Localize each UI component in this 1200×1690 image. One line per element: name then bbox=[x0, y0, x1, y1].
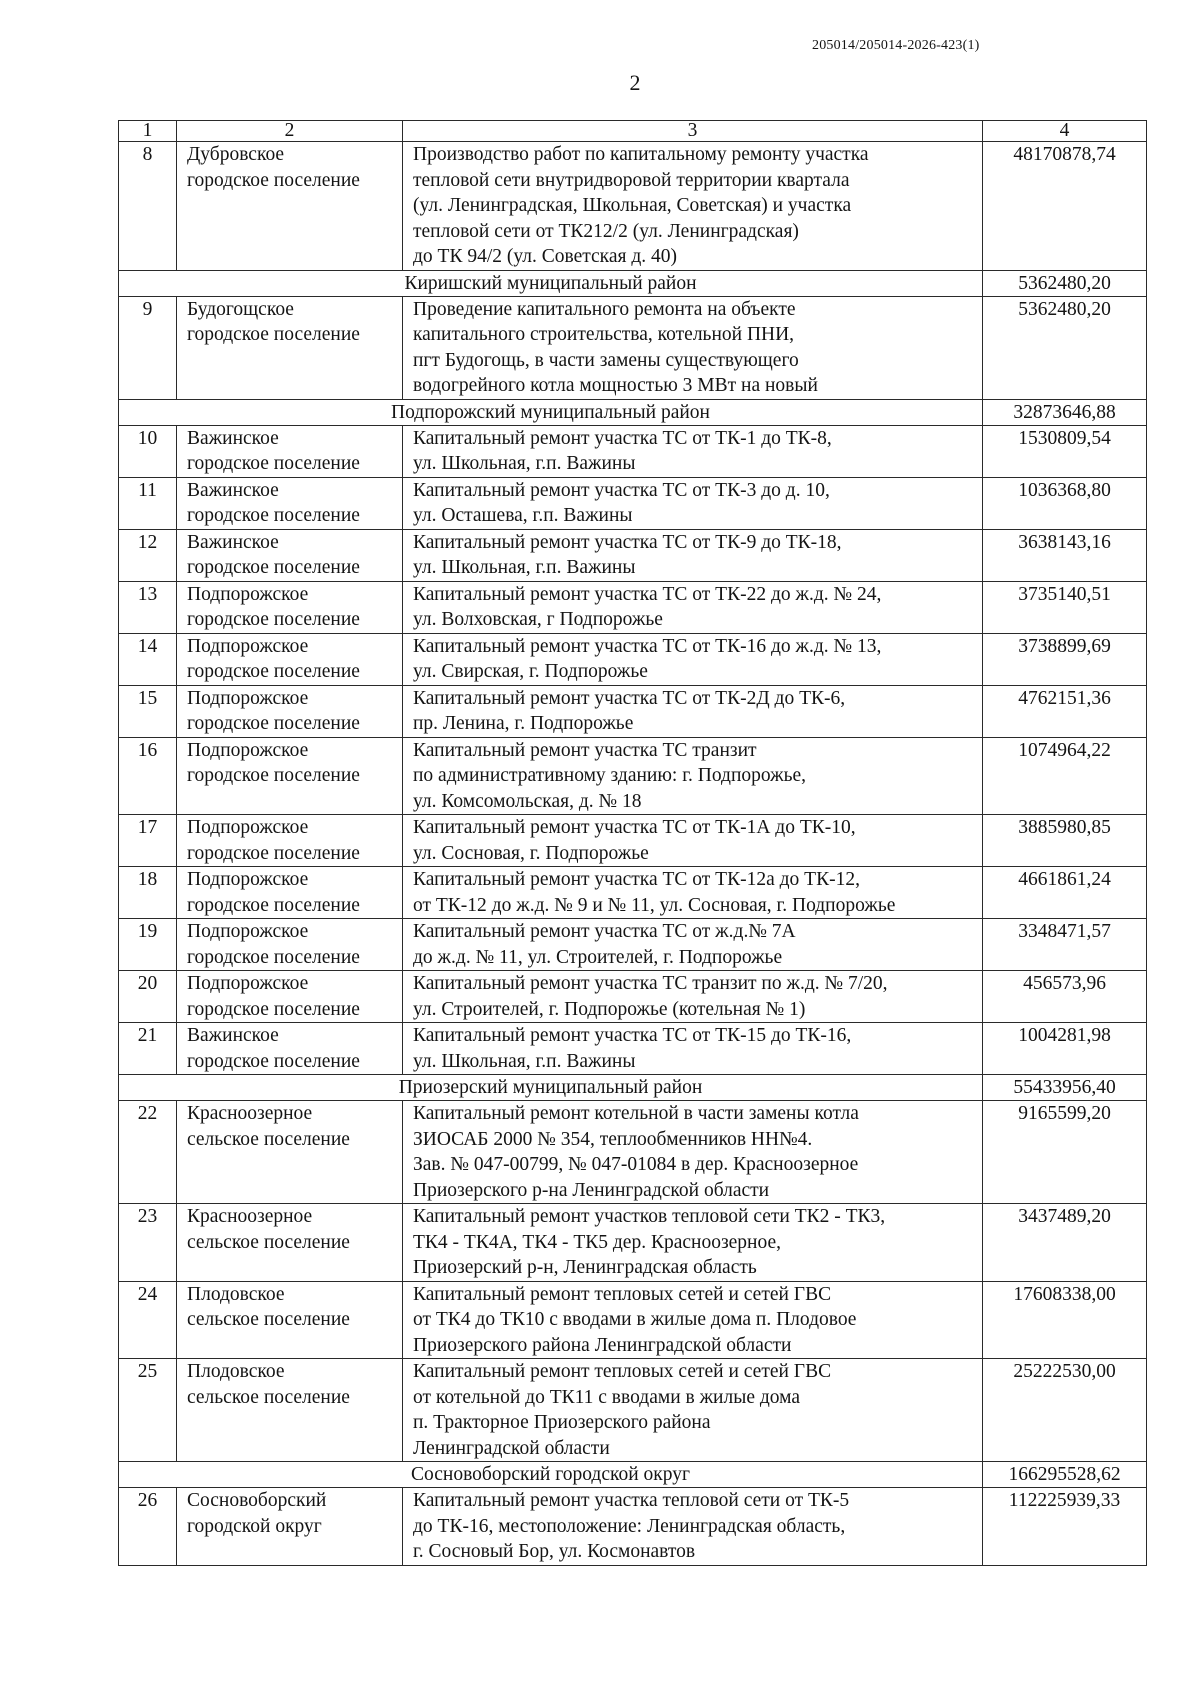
description-line: ул. Осташева, г.п. Важины bbox=[413, 505, 633, 526]
table-row bbox=[119, 815, 1147, 867]
row-number: 18 bbox=[119, 867, 177, 919]
amount-cell: 1074964,22 bbox=[983, 737, 1147, 815]
settlement-line: Подпорожское bbox=[187, 739, 309, 761]
settlement-line: городское поселение bbox=[187, 713, 360, 734]
row-number: 9 bbox=[119, 296, 177, 399]
table-row bbox=[119, 477, 1147, 529]
row-number: 14 bbox=[119, 633, 177, 685]
description-line: Проведение капитального ремонта на объекте bbox=[413, 298, 796, 320]
settlement-line: Красноозерное bbox=[187, 1103, 313, 1124]
table-row bbox=[119, 971, 1147, 1023]
settlement-line: сельское поселение bbox=[187, 1231, 350, 1253]
description-line: по административному зданию: г. Подпорожье, bbox=[413, 765, 807, 786]
amount-cell: 17608338,00 bbox=[983, 1281, 1147, 1359]
settlement-cell bbox=[177, 867, 403, 919]
page-number: 2 bbox=[629, 70, 641, 95]
row-number: 20 bbox=[119, 971, 177, 1023]
settlement-line: городское поселение bbox=[187, 1050, 360, 1072]
settlement-cell bbox=[177, 685, 403, 737]
row-number: 24 bbox=[119, 1281, 177, 1359]
description-line: капитального строительства, котельной ПНИ, bbox=[413, 324, 795, 345]
description-line: ул. Свирская, г. Подпорожье bbox=[413, 661, 648, 682]
row-number: 8 bbox=[119, 142, 177, 271]
description-line: водогрейного котла мощностью 3 МВт на новый bbox=[413, 375, 818, 396]
table-row bbox=[119, 1281, 1147, 1359]
settlement-line: городское поселение bbox=[187, 894, 360, 916]
description-line: Капитальный ремонт участка ТС транзит bbox=[413, 739, 757, 761]
row-number: 26 bbox=[119, 1488, 177, 1566]
description-line: Приозерского района Ленинградской области bbox=[413, 1334, 792, 1356]
description-line: Зав. № 047-00799, № 047-01084 в дер. Красноозерное bbox=[413, 1154, 859, 1175]
description-line: Капитальный ремонт тепловых сетей и сетей ГВС bbox=[413, 1361, 832, 1382]
district-subtotal-row bbox=[119, 1462, 1147, 1488]
amount-cell: 3738899,69 bbox=[983, 633, 1147, 685]
row-number: 15 bbox=[119, 685, 177, 737]
settlement-line: Важинское bbox=[187, 1025, 279, 1046]
table-row bbox=[119, 1204, 1147, 1282]
settlement-cell bbox=[177, 529, 403, 581]
settlement-line: Подпорожское bbox=[187, 921, 309, 942]
amount-cell: 456573,96 bbox=[983, 971, 1147, 1023]
description-line: Капитальный ремонт участка ТС от ТК-16 до ж.д. № 13, bbox=[413, 635, 882, 657]
table-row bbox=[119, 1023, 1147, 1075]
amount-cell: 1036368,80 bbox=[983, 477, 1147, 529]
description-line: Капитальный ремонт котельной в части замены котла bbox=[413, 1103, 859, 1124]
settlement-line: городское поселение bbox=[187, 453, 360, 474]
amount-cell: 3735140,51 bbox=[983, 581, 1147, 633]
table-row bbox=[119, 737, 1147, 815]
amount-cell: 1004281,98 bbox=[983, 1023, 1147, 1075]
table-row bbox=[119, 1101, 1147, 1204]
settlement-cell bbox=[177, 1023, 403, 1075]
description-line: Капитальный ремонт участка ТС от ТК-15 до ТК-16, bbox=[413, 1025, 852, 1046]
settlement-cell bbox=[177, 1488, 403, 1566]
description-line: ул. Школьная, г.п. Важины bbox=[413, 557, 636, 578]
district-subtotal-row bbox=[119, 270, 1147, 296]
description-line: (ул. Ленинградская, Школьная, Советская) и участка bbox=[413, 195, 852, 216]
amount-cell: 48170878,74 bbox=[983, 142, 1147, 271]
settlement-cell bbox=[177, 633, 403, 685]
description-cell bbox=[403, 737, 983, 815]
settlement-cell bbox=[177, 737, 403, 815]
settlement-cell bbox=[177, 477, 403, 529]
row-number: 17 bbox=[119, 815, 177, 867]
settlement-line: городское поселение bbox=[187, 609, 360, 630]
row-number: 22 bbox=[119, 1101, 177, 1204]
settlement-line: Подпорожское bbox=[187, 687, 309, 709]
settlement-cell bbox=[177, 1101, 403, 1204]
settlement-line: Подпорожское bbox=[187, 817, 309, 838]
settlement-cell bbox=[177, 1204, 403, 1282]
settlement-line: Подпорожское bbox=[187, 869, 309, 890]
description-cell bbox=[403, 815, 983, 867]
description-line: ул. Школьная, г.п. Важины bbox=[413, 453, 636, 474]
description-line: тепловой сети внутридворовой территории квартала bbox=[413, 169, 850, 191]
settlement-line: городское поселение bbox=[187, 505, 360, 526]
description-line: Капитальный ремонт участка тепловой сети от ТК-5 bbox=[413, 1490, 850, 1511]
description-line: ул. Школьная, г.п. Важины bbox=[413, 1050, 636, 1072]
table-row bbox=[119, 1359, 1147, 1462]
settlement-line: Красноозерное bbox=[187, 1206, 313, 1227]
description-cell bbox=[403, 1023, 983, 1075]
table-row bbox=[119, 685, 1147, 737]
row-number: 23 bbox=[119, 1204, 177, 1282]
description-cell bbox=[403, 1281, 983, 1359]
description-line: Капитальный ремонт участка ТС от ТК-1А до ТК-10, bbox=[413, 817, 856, 838]
description-line: ТК4 - ТК4А, ТК4 - ТК5 дер. Красноозерное, bbox=[413, 1231, 782, 1253]
description-line: от ТК-12 до ж.д. № 9 и № 11, ул. Сосновая, г. Подпорожье bbox=[413, 894, 896, 916]
settlement-cell bbox=[177, 581, 403, 633]
district-name: Киришский муниципальный район bbox=[119, 270, 983, 296]
description-line: тепловой сети от ТК212/2 (ул. Ленинградская) bbox=[413, 220, 799, 242]
table-row bbox=[119, 425, 1147, 477]
description-line: ул. Волховская, г Подпорожье bbox=[413, 609, 663, 630]
district-amount: 5362480,20 bbox=[983, 270, 1147, 296]
table-row bbox=[119, 581, 1147, 633]
description-cell bbox=[403, 529, 983, 581]
row-number: 21 bbox=[119, 1023, 177, 1075]
settlement-line: Важинское bbox=[187, 531, 279, 553]
district-name: Подпорожский муниципальный район bbox=[119, 399, 983, 425]
settlement-line: Важинское bbox=[187, 479, 279, 501]
description-cell bbox=[403, 633, 983, 685]
description-line: от ТК4 до ТК10 с вводами в жилые дома п. Плодовое bbox=[413, 1309, 857, 1330]
row-number: 25 bbox=[119, 1359, 177, 1462]
description-cell bbox=[403, 1359, 983, 1462]
description-line: до ТК-16, местоположение: Ленинградская область, bbox=[413, 1515, 846, 1537]
column-number: 4 bbox=[983, 121, 1147, 142]
description-line: пгт Будогощь, в части замены существующего bbox=[413, 349, 799, 371]
amount-cell: 4661861,24 bbox=[983, 867, 1147, 919]
description-line: от котельной до ТК11 с вводами в жилые дома bbox=[413, 1386, 801, 1408]
amount-cell: 4762151,36 bbox=[983, 685, 1147, 737]
document-id: 205014/205014-2026-423(1) bbox=[812, 38, 980, 53]
settlement-line: сельское поселение bbox=[187, 1128, 350, 1150]
description-line: Капитальный ремонт тепловых сетей и сетей ГВС bbox=[413, 1283, 832, 1305]
district-amount: 166295528,62 bbox=[983, 1462, 1147, 1488]
district-amount: 32873646,88 bbox=[983, 399, 1147, 425]
row-number: 12 bbox=[119, 529, 177, 581]
amount-cell: 112225939,33 bbox=[983, 1488, 1147, 1566]
description-line: Приозерского р-на Ленинградской области bbox=[413, 1179, 770, 1201]
description-cell bbox=[403, 477, 983, 529]
settlement-line: городское поселение bbox=[187, 998, 360, 1020]
description-line: п. Тракторное Приозерского района bbox=[413, 1412, 711, 1433]
description-line: пр. Ленина, г. Подпорожье bbox=[413, 713, 634, 734]
settlement-cell bbox=[177, 971, 403, 1023]
settlement-line: Плодовское bbox=[187, 1283, 285, 1305]
table-row bbox=[119, 529, 1147, 581]
amount-cell: 3885980,85 bbox=[983, 815, 1147, 867]
works-table-body bbox=[119, 121, 1147, 1566]
description-line: ЗИОСАБ 2000 № 354, теплообменников НН№4. bbox=[413, 1128, 813, 1150]
settlement-cell bbox=[177, 919, 403, 971]
description-line: Ленинградской области bbox=[413, 1437, 610, 1459]
description-line: до ТК 94/2 (ул. Советская д. 40) bbox=[413, 246, 678, 267]
district-subtotal-row bbox=[119, 1075, 1147, 1101]
settlement-cell bbox=[177, 296, 403, 399]
district-name: Приозерский муниципальный район bbox=[119, 1075, 983, 1101]
table-row bbox=[119, 919, 1147, 971]
settlement-line: городское поселение bbox=[187, 324, 360, 345]
settlement-line: сельское поселение bbox=[187, 1309, 350, 1330]
settlement-line: городское поселение bbox=[187, 765, 360, 786]
description-line: Капитальный ремонт участка ТС от ТК-22 до ж.д. № 24, bbox=[413, 583, 882, 605]
amount-cell: 3437489,20 bbox=[983, 1204, 1147, 1282]
description-line: Приозерский р-н, Ленинградская область bbox=[413, 1257, 757, 1278]
amount-cell: 5362480,20 bbox=[983, 296, 1147, 399]
description-line: Капитальный ремонт участков тепловой сети ТК2 - ТК3, bbox=[413, 1206, 886, 1227]
settlement-cell bbox=[177, 142, 403, 271]
description-cell bbox=[403, 685, 983, 737]
column-number: 1 bbox=[119, 121, 177, 142]
settlement-line: Сосновоборский bbox=[187, 1490, 327, 1511]
settlement-cell bbox=[177, 815, 403, 867]
settlement-line: городское поселение bbox=[187, 661, 360, 682]
description-cell bbox=[403, 867, 983, 919]
description-cell bbox=[403, 1204, 983, 1282]
works-table bbox=[118, 120, 1147, 1566]
district-amount: 55433956,40 bbox=[983, 1075, 1147, 1101]
description-line: Капитальный ремонт участка ТС от ТК-12а до ТК-12, bbox=[413, 869, 860, 890]
settlement-line: Подпорожское bbox=[187, 583, 309, 605]
description-line: Капитальный ремонт участка ТС транзит по ж.д. № 7/20, bbox=[413, 973, 888, 994]
district-subtotal-row bbox=[119, 399, 1147, 425]
settlement-line: городское поселение bbox=[187, 842, 360, 864]
description-line: Производство работ по капитальному ремонту участка bbox=[413, 144, 869, 165]
table-row bbox=[119, 142, 1147, 271]
settlement-line: Дубровское bbox=[187, 144, 285, 165]
table-row bbox=[119, 633, 1147, 685]
row-number: 10 bbox=[119, 425, 177, 477]
description-line: до ж.д. № 11, ул. Строителей, г. Подпорожье bbox=[413, 946, 783, 968]
settlement-line: Подпорожское bbox=[187, 973, 309, 994]
settlement-line: Подпорожское bbox=[187, 635, 309, 657]
description-cell bbox=[403, 296, 983, 399]
column-number-row bbox=[119, 121, 1147, 142]
description-cell bbox=[403, 971, 983, 1023]
amount-cell: 3348471,57 bbox=[983, 919, 1147, 971]
table-row bbox=[119, 1488, 1147, 1566]
description-line: г. Сосновый Бор, ул. Космонавтов bbox=[413, 1541, 696, 1562]
description-line: Капитальный ремонт участка ТС от ТК-9 до ТК-18, bbox=[413, 531, 842, 553]
amount-cell: 3638143,16 bbox=[983, 529, 1147, 581]
amount-cell: 1530809,54 bbox=[983, 425, 1147, 477]
description-cell bbox=[403, 1101, 983, 1204]
description-line: Капитальный ремонт участка ТС от ТК-2Д до ТК-6, bbox=[413, 687, 846, 709]
amount-cell: 25222530,00 bbox=[983, 1359, 1147, 1462]
description-line: ул. Сосновая, г. Подпорожье bbox=[413, 842, 649, 864]
row-number: 11 bbox=[119, 477, 177, 529]
description-line: Капитальный ремонт участка ТС от ТК-3 до д. 10, bbox=[413, 479, 830, 501]
description-cell bbox=[403, 1488, 983, 1566]
table-row bbox=[119, 296, 1147, 399]
description-line: Капитальный ремонт участка ТС от ж.д.№ 7А bbox=[413, 921, 796, 942]
settlement-line: Плодовское bbox=[187, 1361, 285, 1382]
row-number: 13 bbox=[119, 581, 177, 633]
description-cell bbox=[403, 581, 983, 633]
settlement-line: сельское поселение bbox=[187, 1386, 350, 1408]
description-cell bbox=[403, 425, 983, 477]
settlement-line: городское поселение bbox=[187, 946, 360, 968]
settlement-line: Важинское bbox=[187, 427, 279, 449]
column-number: 3 bbox=[403, 121, 983, 142]
amount-cell: 9165599,20 bbox=[983, 1101, 1147, 1204]
description-line: ул. Строителей, г. Подпорожье (котельная № 1) bbox=[413, 998, 806, 1020]
settlement-line: городской округ bbox=[187, 1515, 322, 1537]
district-name: Сосновоборский городской округ bbox=[119, 1462, 983, 1488]
settlement-line: Будогощское bbox=[187, 298, 294, 320]
row-number: 19 bbox=[119, 919, 177, 971]
description-cell bbox=[403, 142, 983, 271]
description-line: Капитальный ремонт участка ТС от ТК-1 до ТК-8, bbox=[413, 427, 832, 449]
row-number: 16 bbox=[119, 737, 177, 815]
settlement-cell bbox=[177, 1359, 403, 1462]
description-line: ул. Комсомольская, д. № 18 bbox=[413, 790, 642, 812]
table-row bbox=[119, 867, 1147, 919]
description-cell bbox=[403, 919, 983, 971]
settlement-line: городское поселение bbox=[187, 557, 360, 578]
settlement-cell bbox=[177, 1281, 403, 1359]
settlement-line: городское поселение bbox=[187, 169, 360, 191]
settlement-cell bbox=[177, 425, 403, 477]
column-number: 2 bbox=[177, 121, 403, 142]
